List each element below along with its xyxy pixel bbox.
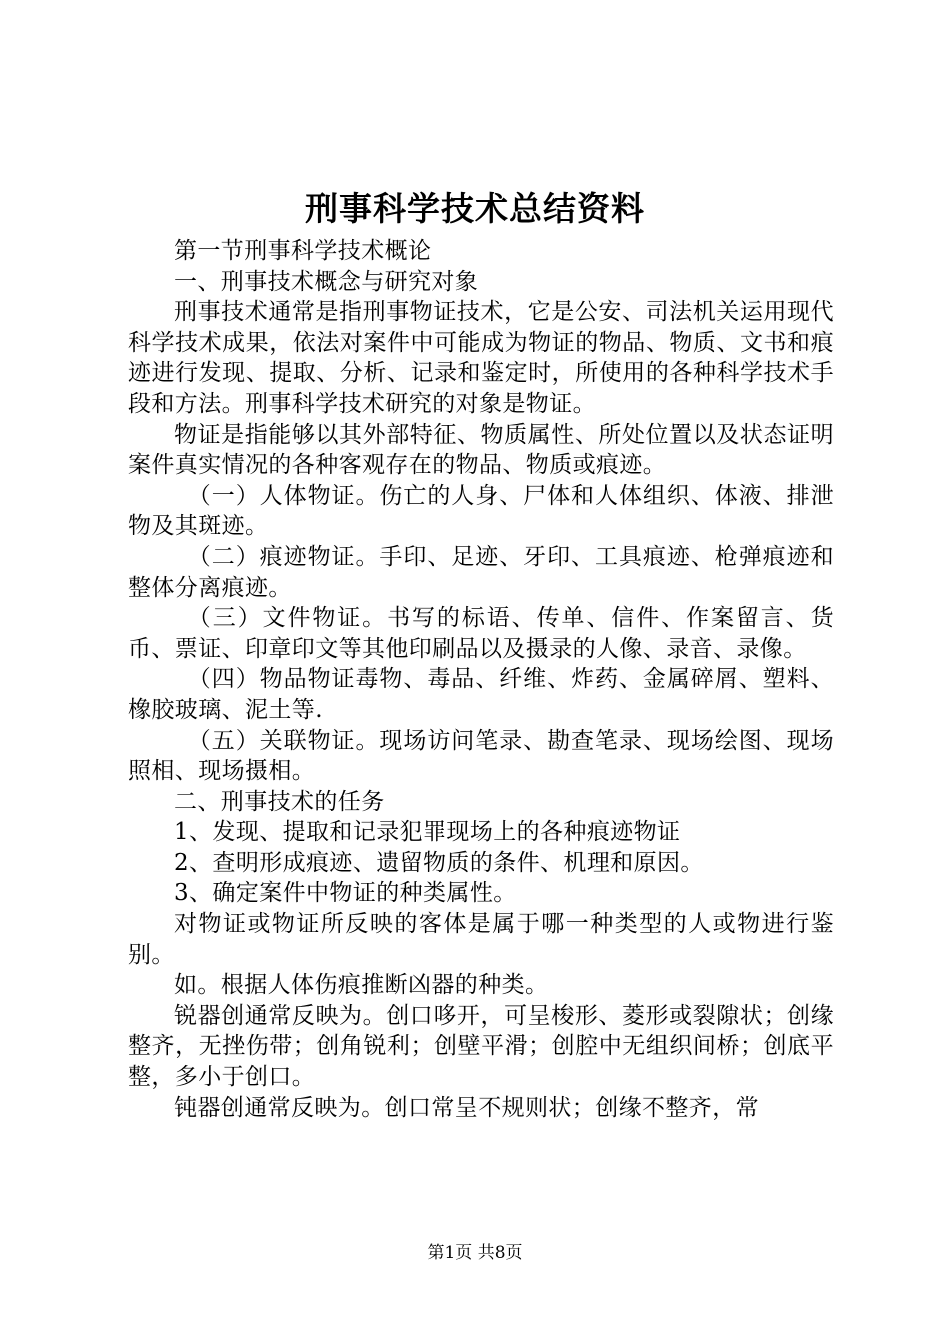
paragraph: （二）痕迹物证。手印、足迹、牙印、工具痕迹、枪弹痕迹和整体分离痕迹。 — [128, 543, 834, 601]
document-title: 刑事科学技术总结资料 — [305, 189, 645, 228]
paragraph: 锐器创通常反映为。创口哆开，可呈梭形、菱形或裂隙状；创缘整齐，无挫伤带；创角锐利；创壁平滑；创腔中无组织间桥；创底平整，多小于创口。 — [128, 1002, 834, 1091]
paragraph: 一、刑事技术概念与研究对象 — [174, 268, 479, 295]
paragraph: 1、发现、提取和记录犯罪现场上的各种痕迹物证 — [174, 819, 681, 846]
paragraph: （三）文件物证。书写的标语、传单、信件、作案留言、货币、票证、印章印文等其他印刷品以及摄录的人像、录音、录像。 — [128, 605, 834, 662]
paragraph: 2、查明形成痕迹、遗留物质的条件、机理和原因。 — [174, 849, 704, 876]
paragraph: （四）物品物证毒物、毒品、纤维、炸药、金属碎屑、塑料、橡胶玻璃、泥土等. — [128, 666, 834, 723]
paragraph: 二、刑事技术的任务 — [174, 788, 385, 815]
paragraph: 第一节刑事科学技术概论 — [174, 238, 432, 264]
paragraph: （五）关联物证。现场访问笔录、勘查笔录、现场绘图、现场照相、现场摄相。 — [128, 727, 834, 785]
paragraph: 3、确定案件中物证的种类属性。 — [174, 880, 517, 907]
document-body — [128, 236, 834, 1123]
page-footer: 第1页 共8页 — [427, 1243, 523, 1263]
paragraph: 刑事技术通常是指刑事物证技术，它是公安、司法机关运用现代科学技术成果，依法对案件中可能成为物证的物品、物质、文书和痕迹进行发现、提取、分析、记录和鉴定时，所使用的各种科学技术手段和方法。刑事科学技术研究的对象是物证。 — [128, 299, 834, 417]
paragraph: 如。根据人体伤痕推断凶器的种类。 — [174, 972, 549, 999]
paragraph: 物证是指能够以其外部特征、物质属性、所处位置以及状态证明案件真实情况的各种客观存在的物品、物质或痕迹。 — [128, 421, 834, 479]
paragraph: 对物证或物证所反映的客体是属于哪一种类型的人或物进行鉴别。 — [128, 911, 834, 968]
paragraph: 钝器创通常反映为。创口常呈不规则状；创缘不整齐，常 — [174, 1094, 759, 1121]
paragraph: （一）人体物证。伤亡的人身、尸体和人体组织、体液、排泄物及其斑迹。 — [128, 482, 834, 540]
